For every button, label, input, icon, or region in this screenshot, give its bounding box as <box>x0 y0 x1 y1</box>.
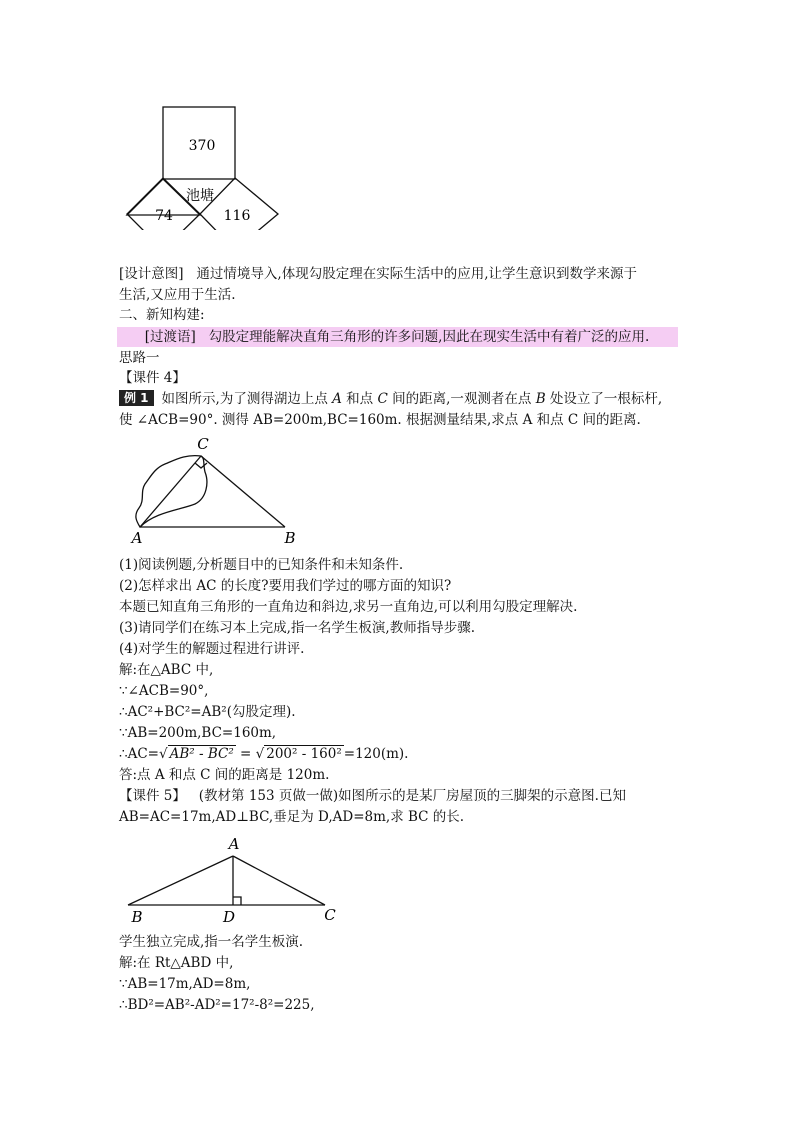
solution2-line-3: ∴BD²=AB²-AD²=17²-8²=225, <box>119 997 315 1013</box>
solution2-intro: 学生独立完成,指一名学生板演. <box>119 934 304 950</box>
example-line-2: 使 ∠ACB=90°. 测得 AB=200m,BC=160m. 根据测量结果,求点 A 和点 C 间的距离. <box>119 412 641 428</box>
lake-label-b: B <box>284 529 296 547</box>
solution1-line-2: ∵∠ACB=90°, <box>119 683 209 699</box>
solution1-answer: 答:点 A 和点 C 间的距离是 120m. <box>119 767 330 783</box>
square-left-label: 74 <box>155 208 173 224</box>
section-heading: 二、新知构建: <box>119 307 205 323</box>
lake-triangle-figure <box>125 432 315 547</box>
step-3: (3)请同学们在练习本上完成,指一名学生板演,教师指导步骤. <box>119 620 475 636</box>
step-2: (2)怎样求出 AC 的长度?要用我们学过的哪方面的知识? <box>119 578 452 594</box>
step-4: (4)对学生的解题过程进行讲评. <box>119 641 305 657</box>
square-right-label: 116 <box>223 208 251 224</box>
roof-truss-figure <box>125 832 345 930</box>
course4-heading: 【课件 4】 <box>119 370 186 386</box>
truss-label-d: D <box>222 908 236 926</box>
pond-label: 池塘 <box>186 188 214 204</box>
solution1-line-3: ∴AC²+BC²=AB²(勾股定理). <box>119 704 296 720</box>
solution2-line-2: ∵AB=17m,AD=8m, <box>119 976 251 992</box>
pond-squares-figure <box>120 105 290 230</box>
step-2-explain: 本题已知直角三角形的一直角边和斜边,求另一直角边,可以利用勾股定理解决. <box>119 599 578 615</box>
example-tag: 例 1 <box>119 390 154 406</box>
truss-label-c: C <box>324 906 336 924</box>
lake-label-a: A <box>131 529 143 547</box>
lake-label-c: C <box>197 435 209 453</box>
step-1: (1)阅读例题,分析题目中的已知条件和未知条件. <box>119 557 404 573</box>
solution1-line-5: ∴AC=√ AB² - BC² = √ 200² - 160² =120(m). <box>119 746 409 762</box>
design-line-1: [设计意图] 通过情境导入,体现勾股定理在实际生活中的应用,让学生意识到数学来源于 <box>119 266 638 282</box>
course5-line-2: AB=AC=17m,AD⊥BC,垂足为 D,AD=8m,求 BC 的长. <box>119 809 465 825</box>
solution1-line-1: 解:在△ABC 中, <box>119 662 214 678</box>
solution2-line-1: 解:在 Rt△ABD 中, <box>119 955 234 971</box>
transition-line: [过渡语] 勾股定理能解决直角三角形的许多问题,因此在现实生活中有着广泛的应用. <box>144 329 650 345</box>
course5-line-1: 【课件 5】 (教材第 153 页做一做)如图所示的是某厂房屋顶的三脚架的示意图.已知 <box>119 788 626 804</box>
square-top-label: 370 <box>188 138 216 154</box>
example-line-1: 例 1 如图所示,为了测得湖边上点 A 和点 C 间的距离,一观测者在点 B 处设立了一根标杆, <box>119 389 662 409</box>
solution1-line-4: ∵AB=200m,BC=160m, <box>119 725 277 741</box>
idea-heading: 思路一 <box>119 350 160 366</box>
truss-label-a: A <box>228 835 240 853</box>
truss-label-b: B <box>131 908 143 926</box>
design-line-2: 生活,又应用于生活. <box>119 287 236 303</box>
